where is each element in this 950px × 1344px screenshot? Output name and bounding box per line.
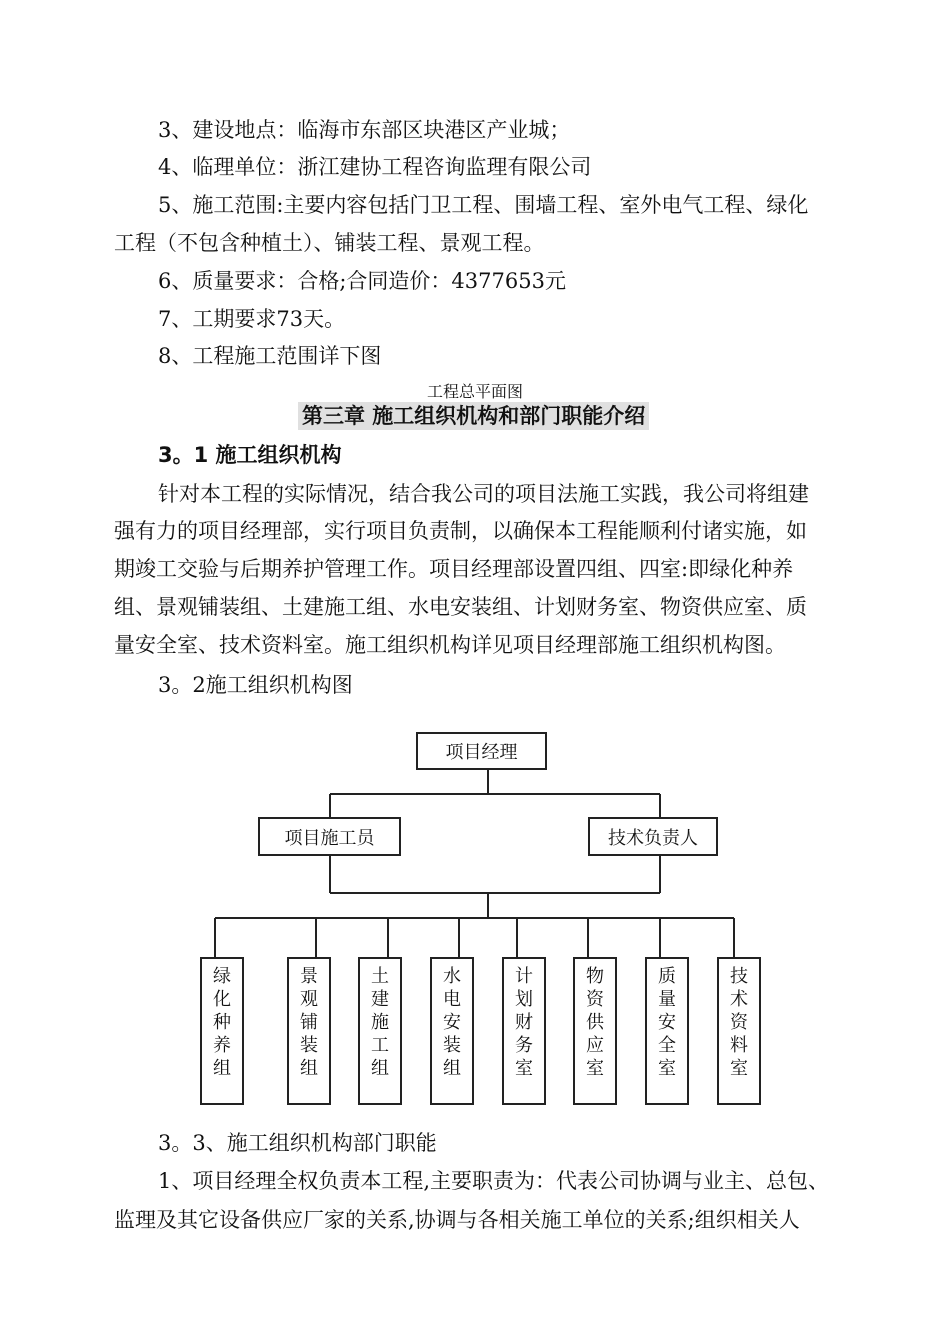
subsection-33-heading: 3。3、施工组织机构部门职能 [158,1131,437,1155]
org-dept-finance: 计 划 财 务 室 [502,957,546,1105]
paragraph-line: 强有力的项目经理部，实行项目负责制，以确保本工程能顺利付诸实施，如 [114,519,807,543]
org-dept-civil: 土 建 施 工 组 [358,957,402,1105]
org-box-site-supervisor: 项目施工员 [258,817,401,856]
body-line-quality: 6、质量要求：合格;合同造价：4377653元 [158,269,566,293]
figure-caption: 工程总平面图 [426,382,523,401]
org-dept-water-electric: 水 电 安 装 组 [430,957,474,1105]
body-line-scope-cont: 工程（不包含种植土）、铺装工程、景观工程。 [114,231,545,255]
closing-line: 监理及其它设备供应厂家的关系,协调与各相关施工单位的关系;组织相关人 [114,1208,800,1232]
paragraph-line: 针对本工程的实际情况，结合我公司的项目法施工实践，我公司将组建 [158,482,809,506]
org-box-technical-lead: 技术负责人 [588,817,718,856]
section-title: 3。1 施工组织机构 [158,443,342,467]
org-dept-landscape: 景 观 铺 装 组 [287,957,331,1105]
body-line-supervisor: 4、临理单位：浙江建协工程咨询监理有限公司 [158,155,592,179]
paragraph-line: 组、景观铺装组、土建施工组、水电安装组、计划财务室、物资供应室、质 [114,595,807,619]
org-dept-tech-docs: 技 术 资 料 室 [717,957,761,1105]
org-box-project-manager: 项目经理 [416,732,547,770]
paragraph-line: 量安全室、技术资料室。施工组织机构详见项目经理部施工组织机构图。 [114,633,786,657]
org-dept-quality-safety: 质 量 安 全 室 [645,957,689,1105]
subsection-32-heading: 3。2施工组织机构图 [158,673,353,697]
body-line-duration: 7、工期要求73天。 [158,307,346,331]
body-line-range: 8、工程施工范围详下图 [158,344,382,368]
org-dept-greening: 绿 化 种 养 组 [200,957,244,1105]
closing-line: 1、项目经理全权负责本工程,主要职责为：代表公司协调与业主、总包、 [158,1169,830,1193]
org-dept-supply: 物 资 供 应 室 [573,957,617,1105]
body-line-location: 3、建设地点：临海市东部区块港区产业城； [158,118,571,142]
body-line-scope: 5、施工范围:主要内容包括门卫工程、围墙工程、室外电气工程、绿化 [158,193,809,217]
chapter-title: 第三章 施工组织机构和部门职能介绍 [298,402,649,430]
paragraph-line: 期竣工交验与后期养护管理工作。项目经理部设置四组、四室:即绿化种养 [114,557,794,581]
